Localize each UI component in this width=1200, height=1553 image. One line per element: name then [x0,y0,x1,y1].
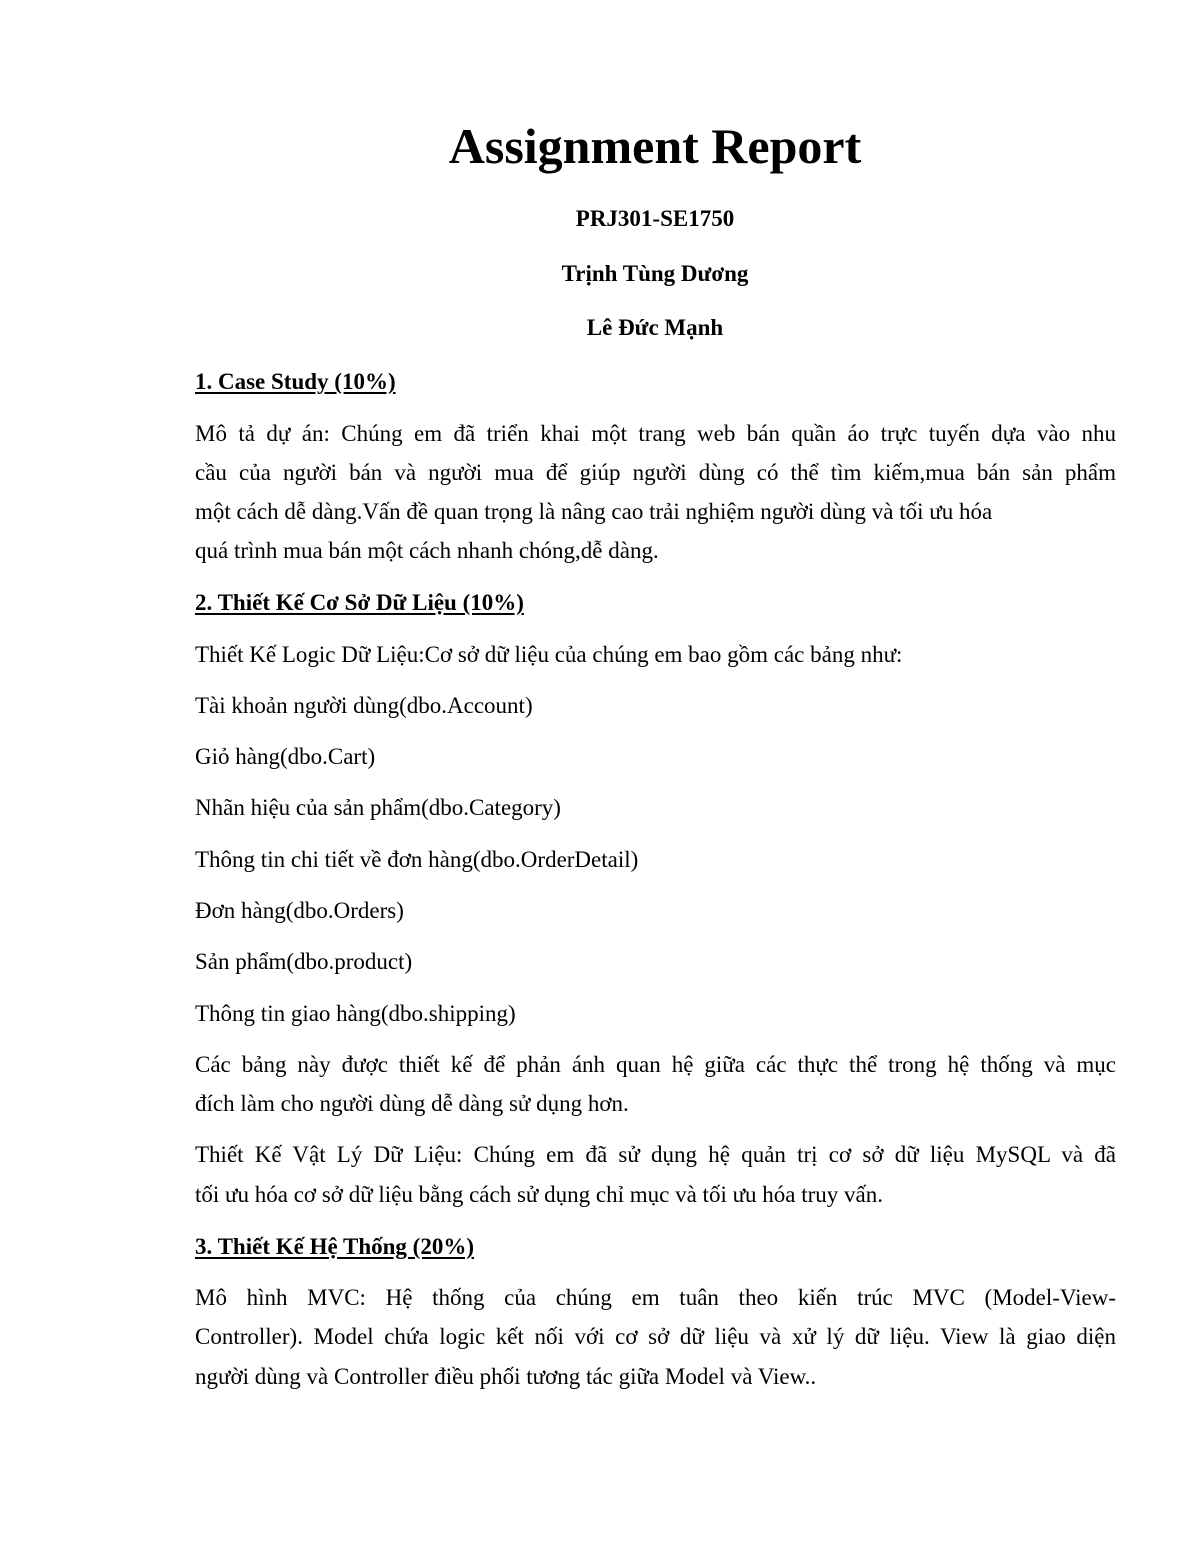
section-1-line: Mô tả dự án: Chúng em đã triển khai một trang web bán quần áo trực tuyến dựa vào nhu [195,421,1116,446]
table-list-item: Thông tin chi tiết về đơn hàng(dbo.OrderDetail) [195,847,639,872]
section-2-paragraph-line: Thiết Kế Vật Lý Dữ Liệu: Chúng em đã sử dụng hệ quản trị cơ sở dữ liệu MySQL và đã [195,1142,1116,1167]
section-1-line: một cách dễ dàng.Vấn đề quan trọng là nâng cao trải nghiệm người dùng và tối ưu hóa [195,499,993,524]
table-list-item: Nhãn hiệu của sản phẩm(dbo.Category) [195,795,561,820]
section-2-paragraph-line: Các bảng này được thiết kế để phản ánh quan hệ giữa các thực thể trong hệ thống và mục [195,1052,1116,1077]
table-list-item: Tài khoản người dùng(dbo.Account) [195,693,533,718]
table-list-item: Thông tin giao hàng(dbo.shipping) [195,1001,516,1026]
section-3-line: Mô hình MVC: Hệ thống của chúng em tuân theo kiến trúc MVC (Model-View- [195,1285,1116,1310]
section-1-heading: 1. Case Study (10%) [195,369,396,394]
author-name-1: Trịnh Tùng Dương [561,261,749,286]
table-list-item: Đơn hàng(dbo.Orders) [195,898,404,923]
section-3-line: Controller). Model chứa logic kết nối với cơ sở dữ liệu và xử lý dữ liệu. View là giao diện [195,1324,1116,1349]
section-2-heading: 2. Thiết Kế Cơ Sở Dữ Liệu (10%) [195,590,524,615]
section-2-paragraph-line: tối ưu hóa cơ sở dữ liệu bằng cách sử dụng chỉ mục và tối ưu hóa truy vấn. [195,1182,884,1207]
section-1-line: quá trình mua bán một cách nhanh chóng,dễ dàng. [195,538,659,563]
section-3-line: người dùng và Controller điều phối tương tác giữa Model và View.. [195,1364,817,1389]
course-code: PRJ301-SE1750 [575,206,735,231]
section-1-line: cầu của người bán và người mua để giúp người dùng có thể tìm kiếm,mua bán sản phẩm [195,460,1116,485]
document-title: Assignment Report [448,118,862,174]
table-list-item: Sản phẩm(dbo.product) [195,949,413,974]
section-3-heading: 3. Thiết Kế Hệ Thống (20%) [195,1234,474,1259]
section-2-paragraph-line: đích làm cho người dùng dễ dàng sử dụng hơn. [195,1091,629,1116]
author-name-2: Lê Đức Mạnh [586,315,724,340]
section-2-intro: Thiết Kế Logic Dữ Liệu:Cơ sở dữ liệu của chúng em bao gồm các bảng như: [195,642,903,667]
table-list-item: Giỏ hàng(dbo.Cart) [195,744,376,769]
